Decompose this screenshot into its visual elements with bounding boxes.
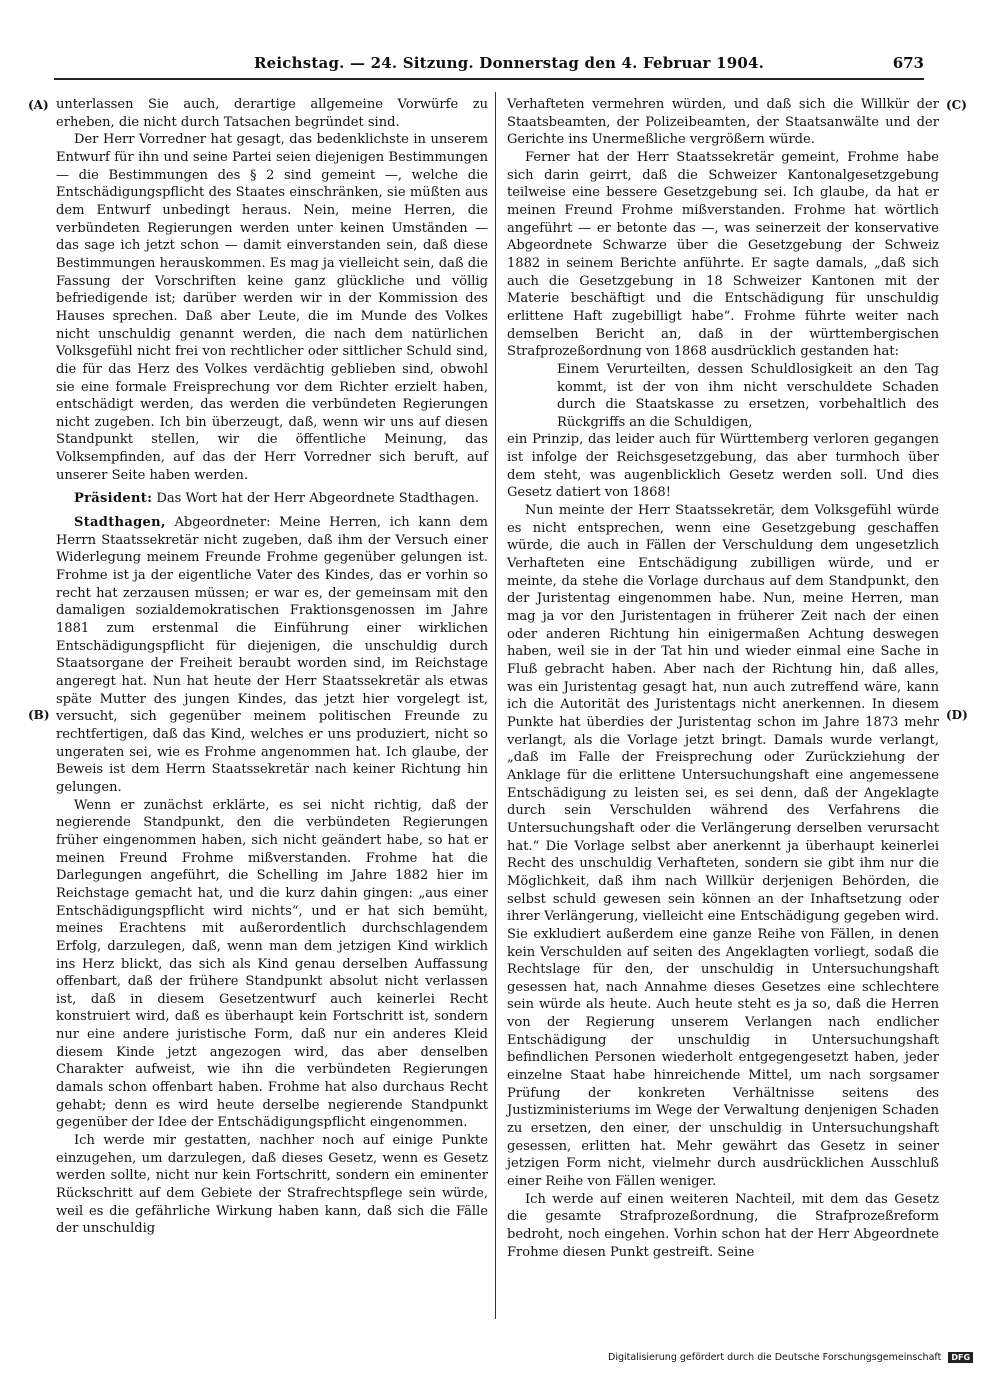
paragraph: Der Herr Vorredner hat gesagt, das bedenklichste in unserem Entwurf für ihn und seine Partei seien diejenigen Bestimmungen — die Bestimmungen des § 2 sind gemeint —, welche die Entschädigungspflicht des Staates einschränken, sie müßten aus dem Entwurf unbedingt heraus. Nein, meine Herren, die verbündeten Regierungen werden unter keinen Umständen — das sage ich jetzt schon — damit einverstanden sein, daß diese Bestimmungen herauskommen. Es mag ja vielleicht sein, daß die Fassung der Vorschriften keine ganz glückliche und völlig befriedigende ist; darüber werden wir in der Kommission des Hauses sprechen. Daß aber Leute, die im Munde des Volkes nicht unschuldig genannt werden, die nach dem natürlichen Volksgefühl nicht frei von rechtlicher oder sittlicher Schuld sind, die für das Herz des Volkes verdächtig geblieben sind, obwohl sie eine formale Freisprechung vor dem Richter erzielt haben, entschädigt werden, das werden die verbündeten Regierungen nicht zugeben. Ich bin überzeugt, daß, wenn wir uns auf diesen Standpunkt stellen, wir die öffentliche Meinung, das Volksempfinden, auf das der Herr Vorredner sich beruft, auf unserer Seite haben werden. [56, 132, 488, 483]
page-number: 673 [892, 54, 924, 72]
paragraph: Ich werde auf einen weiteren Nachteil, mit dem das Gesetz die gesamte Strafprozeßordnung, die Strafprozeßreform bedroht, noch eingehen. Vorhin schon hat der Herr Abgeordnete Frohme diesen Punkt gestreift. Seine [507, 1191, 939, 1260]
margin-label-b: (B) [28, 708, 50, 722]
right-column [507, 96, 939, 1261]
page-header [54, 54, 924, 76]
speaker-name: Stadthagen, [74, 515, 166, 531]
paragraph: Ferner hat der Herr Staatssekretär gemeint, Frohme habe sich darin geirrt, daß die Schweizer Kantonalgesetzgebung teilweise eine bessere Gesetzgebung sei. Ich glaube, da hat er meinen Freund Frohme mißverstanden. Frohme hat wörtlich angeführt — er betonte das —, was seinerzeit der konservative Abgeordnete Schwarze über die Gesetzgebung der Schweiz 1882 in seinem Berichte anführte. Er sagte damals, „daß sich auch die Gesetzgebung in 18 Schweizer Kantonen mit der Materie beschäftigt und die Entschädigung für unschuldig erlittene Haft zugebilligt habe“. Frohme führte weiter nach demselben Bericht an, daß in der württembergischen Strafprozeßordnung von 1868 ausdrücklich gestanden hat: [507, 149, 939, 360]
president-paragraph [56, 490, 488, 508]
paragraph: Nun meinte der Herr Staatssekretär, dem Volksgefühl würde es nicht entsprechen, wenn eine Gesetzgebung geschaffen würde, die auch in Fällen der Verschuldung dem ungesetzlich Verhafteten eine Entschädigung zubilligen würde, und er meinte, da stehe die Vorlage durchaus auf dem Standpunkt, den der Juristentag eingenommen habe. Nun, meine Herren, man mag ja vor den Juristentagen in früherer Zeit nach der einen oder anderen Richtung hin einigermaßen Achtung deswegen haben, weil sie in der Tat hin und wieder einmal eine Sache in Fluß gebracht haben. Aber nach der Richtung hin, daß alles, was ein Juristentag gesagt hat, nun auch zutreffend wäre, kann ich die Autorität des Juristentags nicht anerkennen. In diesem Punkte hat überdies der Juristentag schon im Jahre 1873 mehr verlangt, als die Vorlage jetzt bringt. Damals wurde verlangt, „daß im Falle der Freisprechung oder Zurückziehung der Anklage für die erlittene Untersuchungshaft eine angemessene Entschädigung zu leisten sei, es sei denn, daß der Angeklagte durch sein Verschulden während des Verfahrens die Untersuchungshaft oder die Verlängerung derselben verursacht hat.“ Die Vorlage selbst aber anerkennt ja überhaupt keinerlei Recht des unschuldig Verhafteten, sondern sie gibt ihm nur die Möglichkeit, daß ihm nach Willkür derjenigen Behörden, die selbst schuld gewesen sein können an der Inhaftsetzung oder ihrer Verlängerung, vielleicht eine Entschädigung gegeben wird. Sie exkludiert außerdem eine ganze Reihe von Fällen, in denen kein Verschulden auf seiten des Angeklagten vorliegt, sodaß die Rechtslage für den, der unschuldig in Untersuchungshaft gesessen hat, nach Annahme dieses Gesetzes eine schlechtere sein würde als heute. Auch heute steht es ja so, daß die Herren von der Regierung unserem Verlangen nach endlicher Entschädigung der unschuldig in Untersuchungshaft befindlichen Personen wiederholt entgegengesetzt haben, jeder einzelne Staat habe hinreichende Mittel, um nach sorgsamer Prüfung der konkreten Verhältnisse seitens des Justizministeriums im Wege der Verwaltung denjenigen Schaden zu ersetzen, den einer, der unschuldig in Untersuchungshaft gesessen, erlitten hat. Mehr gewährt das Gesetz in seiner jetzigen Form nicht, vielmehr durch ausdrücklichen Ausschluß einer Reihe von Fällen weniger. [507, 503, 939, 1190]
paragraph: Verhafteten vermehren würden, und daß sich die Willkür der Staatsbeamten, der Polizeibeamten, der Staatsanwälte und der Gerichte ins Unermeßliche vergrößern würde. [507, 97, 939, 148]
left-column [56, 96, 488, 1238]
speaker-name: Präsident: [74, 491, 153, 507]
column-divider [495, 92, 496, 1319]
paragraph: Ich werde mir gestatten, nachher noch auf einige Punkte einzugehen, um darzulegen, daß dieses Gesetz, wenn es Gesetz werden sollte, nicht nur kein Fortschritt, sondern ein eminenter Rückschritt auf dem Gebiete der Strafrechtspflege sein würde, weil es die gefährliche Wirkung haben kann, daß sich die Fälle der unschuldig [56, 1133, 488, 1237]
margin-label-a: (A) [28, 98, 49, 112]
speech-text: Abgeordneter: Meine Herren, ich kann dem Herrn Staatssekretär nicht zugeben, daß ihm der Versuch einer Widerlegung meinem Freunde Frohme gegenüber gelungen ist. Frohme ist ja der eigentliche Vater des Kindes, das er vorhin so recht hat zerzausen müssen; er war es, der gemeinsam mit den damaligen sozialdemokratischen Fraktionsgenossen im Jahre 1881 zum erstenmal die Einführung einer wirklichen Entschädigungspflicht für diejenigen, die unschuldig durch Staatsorgane der Freiheit beraubt worden sind, im Reichstage angeregt hat. Nun hat heute der Herr Staatssekretär als etwas späte Mutter des jungen Kindes, das jetzt hier vorgelegt ist, versucht, sich gegenüber meinem politischen Freunde zu rechtfertigen, daß das Kind, welches er uns produziert, nicht so ungeraten sei, wie es Frohme angenommen hat. Ich glaube, der Beweis ist dem Herrn Staatssekretär nach keiner Richtung hin gelungen. [56, 515, 488, 795]
margin-label-c: (C) [946, 98, 967, 112]
block-quote: Einem Verurteilten, dessen Schuldlosigkeit an den Tag kommt, ist der von ihm nicht verschuldete Schaden durch die Staatskasse zu ersetzen, vorbehaltlich des Rückgriffs an die Schuldigen, [557, 361, 939, 430]
paragraph: ein Prinzip, das leider auch für Württemberg verloren gegangen ist infolge der Reichsgesetzgebung, das aber turmhoch über dem steht, was augenblicklich Gesetz werden soll. Und dies Gesetz datiert von 1868! [507, 432, 939, 501]
margin-label-d: (D) [946, 708, 968, 722]
paragraph: unterlassen Sie auch, derartige allgemeine Vorwürfe zu erheben, die nicht durch Tatsachen begründet sind. [56, 97, 488, 130]
dfg-logo: DFG [948, 1352, 973, 1363]
stadthagen-paragraph [56, 514, 488, 797]
header-rule [54, 78, 924, 80]
digitization-footer [608, 1352, 1000, 1363]
speech-text: Das Wort hat der Herr Abgeordnete Stadthagen. [156, 491, 480, 507]
page-title: Reichstag. — 24. Sitzung. Donnerstag den 4. Februar 1904. [254, 54, 765, 72]
footer-text: Digitalisierung gefördert durch die Deutsche Forschungsgemeinschaft [608, 1352, 942, 1363]
paragraph: Wenn er zunächst erklärte, es sei nicht richtig, daß der negierende Standpunkt, den die verbündeten Regierungen früher eingenommen haben, sich nicht geändert habe, so hat er meinen Freund Frohme mißverstanden. Frohme hat die Darlegungen angeführt, die Schelling im Jahre 1882 hier im Reichstage gemacht hat, und die kurz dahin gingen: „aus einer Entschädigungspflicht wird nichts“, und er hat sich bemüht, meines Erachtens mit außerordentlich durchschlagendem Erfolg, darzulegen, daß, wenn man dem jetzigen Kind wirklich ins Herz blickt, das sich als Kind genau derselben Auffassung offenbart, daß der frühere Standpunkt absolut nicht verlassen ist, daß in diesem Gesetzentwurf auch keinerlei Recht konstruiert wird, daß es überhaupt kein Fortschritt ist, sondern nur eine andere juristische Form, daß nur ein anderes Kleid diesem Kinde jetzt angezogen wird, das aber denselben Charakter aufweist, wie ihn die verbündeten Regierungen damals schon offenbart haben. Frohme hat also durchaus Recht gehabt; denn es wird heute derselbe negierende Standpunkt gegenüber der Idee der Entschädigungspflicht eingenommen. [56, 797, 488, 1131]
